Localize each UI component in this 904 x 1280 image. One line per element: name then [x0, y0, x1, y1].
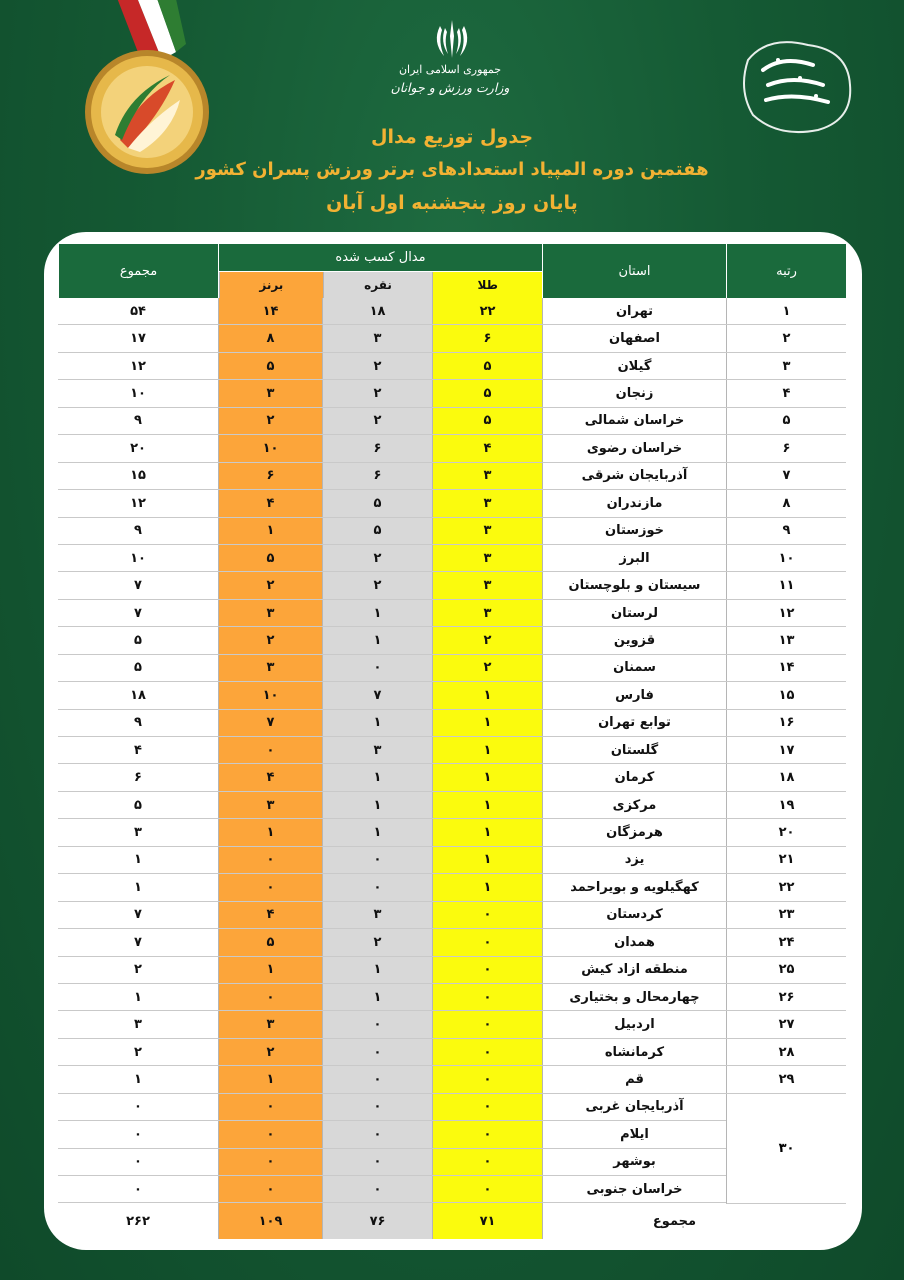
cell-silver: ۰ [322, 847, 432, 873]
cell-total: ۱۸ [130, 687, 146, 703]
cell-silver: ۲ [322, 380, 432, 406]
cell-province: همدان [542, 929, 726, 955]
cell-province: کرمانشاه [542, 1039, 726, 1065]
cell-province: کهگیلویه و بویراحمد [542, 874, 726, 900]
cell-rank: ۱ [726, 298, 846, 324]
cell-province: تهران [542, 298, 726, 324]
cell-rank: ۲ [726, 325, 846, 351]
cell-silver: ۱ [322, 627, 432, 653]
cell-bronze: ۸ [218, 325, 322, 351]
cell-total: ۳ [134, 1017, 142, 1033]
cell-silver: ۰ [322, 1121, 432, 1147]
cell-gold: ۳ [432, 518, 542, 544]
cell-total: ۱۵ [130, 468, 146, 484]
header-gold: طلا [432, 272, 542, 298]
cell-province: آذربایجان غربی [542, 1094, 726, 1120]
table-row [58, 1039, 846, 1066]
cell-bronze: ۰ [218, 984, 322, 1010]
cell-silver: ۱ [322, 984, 432, 1010]
cell-silver: ۲ [322, 408, 432, 434]
cell-province: البرز [542, 545, 726, 571]
table-row [58, 325, 846, 352]
table-row [58, 847, 846, 874]
cell-rank: ۲۸ [726, 1039, 846, 1065]
cell-province: مازندران [542, 490, 726, 516]
totals-silver: ۷۶ [322, 1203, 432, 1239]
table-row [58, 627, 846, 654]
cell-silver: ۰ [322, 655, 432, 681]
cell-silver: ۳ [322, 325, 432, 351]
cell-gold: ۳ [432, 600, 542, 626]
cell-province: یزد [542, 847, 726, 873]
cell-gold: ۱ [432, 682, 542, 708]
cell-total: ۱ [134, 1071, 142, 1087]
table-row [58, 1066, 846, 1093]
cell-total: ۴ [134, 742, 142, 758]
cell-bronze: ۰ [218, 847, 322, 873]
cell-bronze: ۳ [218, 600, 322, 626]
cell-province: خراسان شمالی [542, 408, 726, 434]
cell-gold: ۰ [432, 1121, 542, 1147]
table-row [58, 572, 846, 599]
cell-total: ۲ [134, 962, 142, 978]
cell-province: گیلان [542, 353, 726, 379]
cell-rank: ۱۶ [726, 710, 846, 736]
header-bronze: برنز [219, 272, 323, 298]
table-row [58, 792, 846, 819]
cell-silver: ۲ [322, 929, 432, 955]
medal-table [58, 244, 846, 1239]
cell-bronze: ۰ [218, 737, 322, 763]
cell-rank: ۱۸ [726, 764, 846, 790]
cell-province: منطقه ازاد کیش [542, 957, 726, 983]
table-row [58, 984, 846, 1011]
cell-gold: ۱ [432, 792, 542, 818]
ministry-line2: وزارت ورزش و جوانان [390, 80, 510, 95]
cell-bronze: ۲ [218, 627, 322, 653]
title-main: جدول توزیع مدال [370, 126, 534, 148]
table-row [58, 408, 846, 435]
cell-rank: ۶ [726, 435, 846, 461]
cell-gold: ۰ [432, 1149, 542, 1175]
cell-rank: ۲۹ [726, 1066, 846, 1092]
cell-total: ۹ [134, 413, 142, 429]
cell-gold: ۳ [432, 463, 542, 489]
cell-province: چهارمحال و بختیاری [542, 984, 726, 1010]
cell-silver: ۵ [322, 490, 432, 516]
cell-gold: ۱ [432, 764, 542, 790]
cell-total: ۵ [134, 632, 142, 648]
table-row [58, 737, 846, 764]
cell-rank: ۲۶ [726, 984, 846, 1010]
cell-rank: ۱۲ [726, 600, 846, 626]
cell-province: گلستان [542, 737, 726, 763]
cell-gold: ۶ [432, 325, 542, 351]
totals-label: مجموع [542, 1203, 846, 1239]
table-row [58, 490, 846, 517]
table-row [58, 682, 846, 709]
table-row [58, 463, 846, 490]
cell-silver: ۱ [322, 819, 432, 845]
cell-rank: ۲۲ [726, 874, 846, 900]
cell-total: ۷ [134, 934, 142, 950]
header-rank: رتبه [726, 244, 846, 298]
cell-gold: ۱ [432, 819, 542, 845]
title-event: هفتمین دوره المپیاد استعدادهای برتر ورزش پسران کشور [195, 159, 709, 180]
cell-rank: ۵ [726, 408, 846, 434]
cell-bronze: ۱ [218, 957, 322, 983]
cell-total: ۵۴ [130, 303, 146, 319]
cell-province: سیستان و بلوچستان [542, 572, 726, 598]
cell-bronze: ۱ [218, 819, 322, 845]
totals-row [58, 1203, 846, 1239]
shared-rank-cell: ۳۰ [726, 1094, 846, 1204]
cell-bronze: ۴ [218, 902, 322, 928]
cell-province: ایلام [542, 1121, 726, 1147]
cell-gold: ۰ [432, 957, 542, 983]
table-row [58, 1011, 846, 1038]
cell-silver: ۰ [322, 1039, 432, 1065]
cell-bronze: ۲ [218, 408, 322, 434]
cell-bronze: ۵ [218, 545, 322, 571]
cell-total: ۱۷ [130, 331, 146, 347]
cell-province: هرمزگان [542, 819, 726, 845]
cell-rank: ۸ [726, 490, 846, 516]
cell-gold: ۰ [432, 1094, 542, 1120]
cell-silver: ۶ [322, 435, 432, 461]
cell-rank: ۲۵ [726, 957, 846, 983]
cell-gold: ۰ [432, 984, 542, 1010]
cell-rank: ۱۰ [726, 545, 846, 571]
cell-silver: ۰ [322, 1066, 432, 1092]
table-row [58, 298, 846, 325]
cell-gold: ۰ [432, 1039, 542, 1065]
table-row [58, 874, 846, 901]
cell-bronze: ۳ [218, 380, 322, 406]
cell-province: مرکزی [542, 792, 726, 818]
cell-gold: ۰ [432, 929, 542, 955]
cell-province: خوزستان [542, 518, 726, 544]
cell-bronze: ۰ [218, 1094, 322, 1120]
cell-silver: ۱۸ [322, 298, 432, 324]
cell-province: خراسان رضوی [542, 435, 726, 461]
cell-rank: ۳ [726, 353, 846, 379]
cell-bronze: ۷ [218, 710, 322, 736]
cell-province: خراسان جنوبی [542, 1176, 726, 1202]
cell-total: ۹ [134, 715, 142, 731]
table-row [58, 545, 846, 572]
table-row [58, 353, 846, 380]
cell-total: ۰ [134, 1154, 142, 1170]
cell-silver: ۱ [322, 792, 432, 818]
cell-bronze: ۳ [218, 792, 322, 818]
cell-silver: ۱ [322, 710, 432, 736]
header-total: مجموع [58, 244, 218, 298]
cell-gold: ۰ [432, 1176, 542, 1202]
cell-bronze: ۶ [218, 463, 322, 489]
cell-province: فارس [542, 682, 726, 708]
cell-total: ۹ [134, 523, 142, 539]
cell-bronze: ۴ [218, 490, 322, 516]
cell-total: ۳ [134, 825, 142, 841]
cell-rank: ۱۷ [726, 737, 846, 763]
cell-bronze: ۳ [218, 655, 322, 681]
cell-silver: ۰ [322, 1176, 432, 1202]
cell-rank: ۹ [726, 518, 846, 544]
table-row [58, 929, 846, 956]
table-row [58, 819, 846, 846]
cell-province: اردبیل [542, 1011, 726, 1037]
table-row [58, 518, 846, 545]
table-row [58, 764, 846, 791]
cell-silver: ۳ [322, 737, 432, 763]
cell-silver: ۷ [322, 682, 432, 708]
cell-rank: ۲۴ [726, 929, 846, 955]
cell-gold: ۰ [432, 1066, 542, 1092]
cell-gold: ۲۲ [432, 298, 542, 324]
table-row [58, 380, 846, 407]
cell-total: ۶ [134, 770, 142, 786]
table-header [58, 244, 846, 298]
cell-silver: ۳ [322, 902, 432, 928]
cell-gold: ۲ [432, 627, 542, 653]
cell-silver: ۰ [322, 874, 432, 900]
cell-gold: ۵ [432, 353, 542, 379]
table-row [58, 902, 846, 929]
cell-rank: ۲۰ [726, 819, 846, 845]
table-row [58, 655, 846, 682]
cell-bronze: ۱ [218, 1066, 322, 1092]
cell-silver: ۰ [322, 1094, 432, 1120]
cell-silver: ۱ [322, 600, 432, 626]
table-body [58, 298, 846, 1203]
table-row [58, 435, 846, 462]
cell-rank: ۱۹ [726, 792, 846, 818]
ministry-name [380, 62, 520, 98]
cell-rank: ۱۱ [726, 572, 846, 598]
cell-bronze: ۴ [218, 764, 322, 790]
cell-bronze: ۵ [218, 353, 322, 379]
cell-gold: ۳ [432, 572, 542, 598]
cell-total: ۱ [134, 879, 142, 895]
iran-emblem-icon [428, 16, 476, 64]
cell-province: زنجان [542, 380, 726, 406]
totals-bronze: ۱۰۹ [218, 1203, 322, 1239]
cell-silver: ۲ [322, 545, 432, 571]
cell-silver: ۲ [322, 353, 432, 379]
cell-total: ۰ [134, 1099, 142, 1115]
cell-rank: ۱۳ [726, 627, 846, 653]
cell-gold: ۱ [432, 710, 542, 736]
table-row [58, 600, 846, 627]
cell-gold: ۴ [432, 435, 542, 461]
cell-gold: ۵ [432, 380, 542, 406]
cell-bronze: ۱۰ [218, 435, 322, 461]
cell-bronze: ۵ [218, 929, 322, 955]
header-medals-group [218, 244, 542, 298]
cell-gold: ۳ [432, 490, 542, 516]
cell-bronze: ۲ [218, 1039, 322, 1065]
cell-bronze: ۳ [218, 1011, 322, 1037]
totals-total: ۲۶۲ [126, 1213, 150, 1229]
cell-province: کرمان [542, 764, 726, 790]
cell-province: قزوین [542, 627, 726, 653]
cell-province: کردستان [542, 902, 726, 928]
cell-province: اصفهان [542, 325, 726, 351]
cell-silver: ۲ [322, 572, 432, 598]
cell-rank: ۲۷ [726, 1011, 846, 1037]
cell-silver: ۱ [322, 957, 432, 983]
cell-gold: ۰ [432, 902, 542, 928]
cell-province: بوشهر [542, 1149, 726, 1175]
header-silver: نقره [323, 272, 433, 298]
cell-gold: ۰ [432, 1011, 542, 1037]
cell-total: ۷ [134, 578, 142, 594]
title-date: پایان روز پنجشنبه اول آبان [326, 192, 578, 214]
cell-silver: ۰ [322, 1011, 432, 1037]
cell-bronze: ۰ [218, 1176, 322, 1202]
ministry-line1: جمهوری اسلامی ایران [398, 63, 502, 76]
cell-total: ۷ [134, 907, 142, 923]
cell-silver: ۶ [322, 463, 432, 489]
cell-gold: ۳ [432, 545, 542, 571]
cell-total: ۷ [134, 605, 142, 621]
medal-table-card [44, 232, 862, 1250]
cell-bronze: ۲ [218, 572, 322, 598]
cell-bronze: ۱ [218, 518, 322, 544]
totals-gold: ۷۱ [432, 1203, 542, 1239]
cell-province: قم [542, 1066, 726, 1092]
cell-gold: ۲ [432, 655, 542, 681]
cell-province: توابع تهران [542, 710, 726, 736]
cell-rank: ۲۱ [726, 847, 846, 873]
cell-total: ۰ [134, 1126, 142, 1142]
cell-silver: ۱ [322, 764, 432, 790]
cell-bronze: ۰ [218, 1121, 322, 1147]
cell-bronze: ۰ [218, 1149, 322, 1175]
cell-total: ۲ [134, 1044, 142, 1060]
cell-silver: ۰ [322, 1149, 432, 1175]
cell-province: آذربایجان شرقی [542, 463, 726, 489]
cell-silver: ۵ [322, 518, 432, 544]
cell-gold: ۱ [432, 737, 542, 763]
cell-bronze: ۱۴ [218, 298, 322, 324]
cell-total: ۱۰ [130, 386, 146, 402]
cell-total: ۱۲ [130, 358, 146, 374]
cell-gold: ۱ [432, 874, 542, 900]
cell-total: ۱ [134, 852, 142, 868]
cell-total: ۰ [134, 1181, 142, 1197]
cell-rank: ۱۵ [726, 682, 846, 708]
cell-total: ۱۲ [130, 495, 146, 511]
cell-rank: ۲۳ [726, 902, 846, 928]
cell-bronze: ۱۰ [218, 682, 322, 708]
cell-total: ۱۰ [130, 550, 146, 566]
cell-gold: ۱ [432, 847, 542, 873]
cell-total: ۲۰ [130, 440, 146, 456]
cell-province: لرستان [542, 600, 726, 626]
header-province: استان [542, 244, 726, 298]
cell-total: ۱ [134, 989, 142, 1005]
cell-rank: ۷ [726, 463, 846, 489]
cell-province: سمنان [542, 655, 726, 681]
cell-rank: ۱۴ [726, 655, 846, 681]
table-row [58, 710, 846, 737]
cell-bronze: ۰ [218, 874, 322, 900]
cell-total: ۵ [134, 797, 142, 813]
title-block [120, 120, 784, 220]
cell-rank: ۴ [726, 380, 846, 406]
cell-gold: ۵ [432, 408, 542, 434]
cell-total: ۵ [134, 660, 142, 676]
table-row [58, 957, 846, 984]
header-medals: مدال کسب شده [219, 244, 542, 272]
